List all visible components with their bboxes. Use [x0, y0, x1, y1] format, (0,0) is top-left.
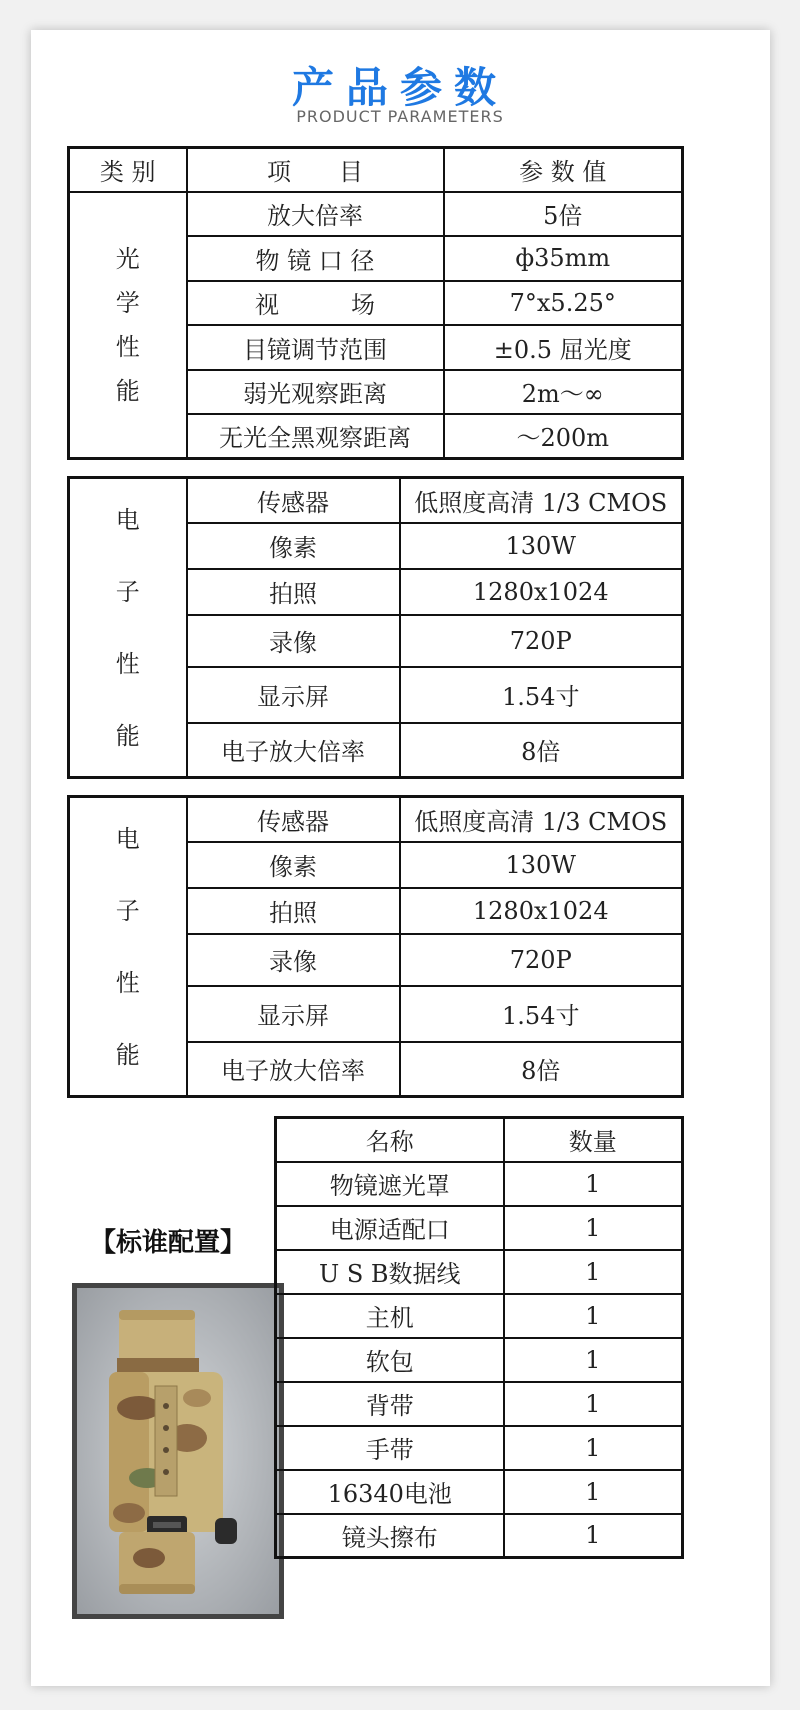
value-cell: 130W	[400, 842, 683, 888]
electronic-spec-table-1	[67, 476, 684, 779]
qty-cell: 1	[504, 1382, 683, 1426]
page-subtitle: PRODUCT PARAMETERS	[296, 107, 504, 126]
name-cell: 软包	[276, 1338, 504, 1382]
value-cell: 130W	[400, 523, 683, 569]
table-row	[276, 1294, 683, 1338]
value-cell: 1280x1024	[400, 888, 683, 934]
table-row	[276, 1470, 683, 1514]
qty-cell: 1	[504, 1514, 683, 1558]
item-cell: 弱光观察距离	[187, 370, 444, 414]
item-cell: 录像	[187, 934, 400, 986]
header-category: 类 别	[69, 148, 187, 192]
value-cell: 7°x5.25°	[444, 281, 683, 325]
item-cell: 放大倍率	[187, 192, 444, 236]
item-cell: 电子放大倍率	[187, 1042, 400, 1097]
item-cell: 像素	[187, 523, 400, 569]
qty-cell: 1	[504, 1470, 683, 1514]
header-name: 名称	[276, 1118, 504, 1162]
item-cell: 视 场	[187, 281, 444, 325]
item-cell: 拍照	[187, 888, 400, 934]
value-cell: 720P	[400, 615, 683, 667]
value-cell: 720P	[400, 934, 683, 986]
table-row	[69, 797, 683, 842]
item-cell: 传感器	[187, 478, 400, 523]
name-cell: U S B数据线	[276, 1250, 504, 1294]
qty-cell: 1	[504, 1162, 683, 1206]
value-cell: 1.54寸	[400, 667, 683, 723]
table-row	[276, 1206, 683, 1250]
table-row	[69, 192, 683, 236]
name-cell: 物镜遮光罩	[276, 1162, 504, 1206]
item-cell: 电子放大倍率	[187, 723, 400, 778]
header-value: 参 数 值	[444, 148, 683, 192]
item-cell: 显示屏	[187, 667, 400, 723]
value-cell: 8倍	[400, 1042, 683, 1097]
name-cell: 主机	[276, 1294, 504, 1338]
table-row	[276, 1250, 683, 1294]
page-title: 产品参数	[291, 63, 508, 112]
item-cell: 传感器	[187, 797, 400, 842]
value-cell: 低照度高清 1/3 CMOS	[400, 797, 683, 842]
name-cell: 16340电池	[276, 1470, 504, 1514]
table-row	[276, 1382, 683, 1426]
value-cell: 低照度高清 1/3 CMOS	[400, 478, 683, 523]
item-cell: 录像	[187, 615, 400, 667]
night-vision-monocular-image	[77, 1288, 279, 1614]
qty-cell: 1	[504, 1250, 683, 1294]
item-cell: 像素	[187, 842, 400, 888]
table-row	[276, 1426, 683, 1470]
value-cell: ф35mm	[444, 236, 683, 281]
standard-config-title: 【标谁配置】	[90, 1228, 247, 1258]
table-row	[69, 478, 683, 523]
name-cell: 电源适配口	[276, 1206, 504, 1250]
value-cell: 1280x1024	[400, 569, 683, 615]
value-cell: ±0.5 屈光度	[444, 325, 683, 370]
name-cell: 手带	[276, 1426, 504, 1470]
item-cell: 物 镜 口 径	[187, 236, 444, 281]
product-photo	[72, 1283, 284, 1619]
name-cell: 镜头擦布	[276, 1514, 504, 1558]
category-electronic: 电 子 性 能	[69, 797, 187, 1097]
value-cell: 2m～∞	[444, 370, 683, 414]
value-cell: 5倍	[444, 192, 683, 236]
qty-cell: 1	[504, 1294, 683, 1338]
header-item: 项 目	[187, 148, 444, 192]
qty-cell: 1	[504, 1338, 683, 1382]
table-row	[276, 1338, 683, 1382]
table-row	[276, 1162, 683, 1206]
value-cell: 1.54寸	[400, 986, 683, 1042]
electronic-spec-table-2	[67, 795, 684, 1098]
value-cell: ～200m	[444, 414, 683, 459]
item-cell: 显示屏	[187, 986, 400, 1042]
category-electronic: 电 子 性 能	[69, 478, 187, 778]
table-header-row	[276, 1118, 683, 1162]
table-header-row	[69, 148, 683, 192]
header-quantity: 数量	[504, 1118, 683, 1162]
qty-cell: 1	[504, 1426, 683, 1470]
name-cell: 背带	[276, 1382, 504, 1426]
item-cell: 无光全黑观察距离	[187, 414, 444, 459]
qty-cell: 1	[504, 1206, 683, 1250]
optical-spec-table	[67, 146, 684, 460]
standard-config-table	[274, 1116, 684, 1559]
value-cell: 8倍	[400, 723, 683, 778]
item-cell: 目镜调节范围	[187, 325, 444, 370]
table-row	[276, 1514, 683, 1558]
item-cell: 拍照	[187, 569, 400, 615]
category-optical: 光 学 性 能	[69, 192, 187, 459]
